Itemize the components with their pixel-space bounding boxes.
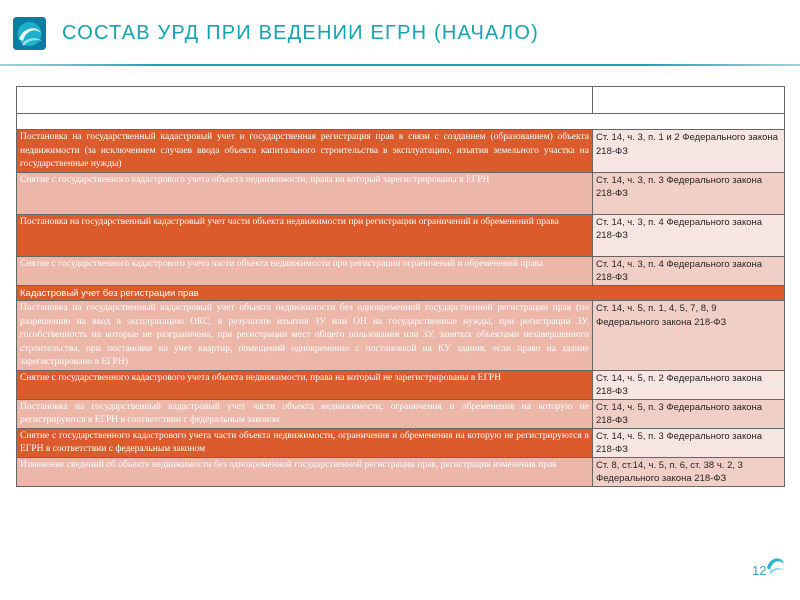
table-row [17,172,785,214]
act-cell: Снятие с государственного кадастрового учета части объекта недвижимости, ограничения и обременения на которую не регистрируются в ЕГРН в соответствии с федеральным законом [17,428,593,457]
table-row [17,457,785,486]
header-cell-law [593,87,785,114]
table-row [17,214,785,256]
law-cell: Ст. 14, ч. 3, п. 4 Федерального закона 218-ФЗ [593,256,785,285]
law-cell: Ст. 14, ч. 5, п. 1, 4, 5, 7, 8, 9 Федерального закона 218-ФЗ [593,301,785,371]
table-row [17,428,785,457]
swirl-logo-icon [13,17,46,50]
act-cell: Постановка на государственный кадастровый учет и государственная регистрация прав в связи с созданием (образованием) объекта недвижимости (за исключением случаев ввода объекта капитального строительства в эксплуатацию, изъятия земельного участка на государственные нужды) [17,130,593,173]
act-cell: Снятие с государственного кадастрового учета объекта недвижимости, права на который не зарегистрированы в ЕГРН [17,370,593,399]
table-row [17,256,785,285]
law-cell: Ст. 14, ч. 3, п. 4 Федерального закона 218-ФЗ [593,214,785,256]
page-number: 12 [752,563,767,578]
law-cell: Ст. 14, ч. 5, п. 3 Федерального закона 218-ФЗ [593,399,785,428]
table-header-row [17,87,785,114]
table-row [17,399,785,428]
act-cell: Постановка на государственный кадастровый учет части объекта недвижимости, ограничения и обременения на которую не регистрируются в ЕГРН в соответствии с федеральным законом [17,399,593,428]
act-cell: Снятие с государственного кадастрового учета объекта недвижимости, права на который зарегистрированы в ЕГРН [17,172,593,214]
act-cell: Изменение сведений об объекте недвижимости без одновременной государственной регистрации прав, регистрация изменения прав [17,457,593,486]
title-divider [0,64,800,66]
law-cell: Ст. 8, ст.14, ч. 5, п. 6, ст. 38 ч. 2, 3 Федерального закона 218-ФЗ [593,457,785,486]
spacer-cell [17,114,785,130]
act-cell: Снятие с государственного кадастрового учета части объекта недвижимости при регистрации ограничений и обременений права [17,256,593,285]
page-title: СОСТАВ УРД ПРИ ВЕДЕНИИ ЕГРН (НАЧАЛО) [62,22,539,44]
table-row [17,130,785,173]
act-cell: Постановка на государственный кадастровый учет объекта недвижимости без одновременной государственной регистрации прав (по разрешению на ввод в эксплуатацию ОКС, в результате изъятия ЗУ или ОН на государственные нужды, при регистрации ЗУ, гособственность на которые не разграничена, при регистрации мест общего пользования или ЗУ, занятых объектами незавершенного строительства, при постановке на учет квартир, помещений одновременно с постановкой на КУ здания, если право на здание зарегистрировано в ЕГРН) [17,301,593,371]
law-cell: Ст. 14, ч. 5, п. 3 Федерального закона 218-ФЗ [593,428,785,457]
law-cell: Ст. 14, ч. 3, п. 1 и 2 Федерального закона 218-ФЗ [593,130,785,173]
law-cell: Ст. 14, ч. 3, п. 3 Федерального закона 218-ФЗ [593,172,785,214]
table-row [17,370,785,399]
header-cell-act [17,87,593,114]
table-spacer-row [17,114,785,130]
section-label: Кадастровый учет без регистрации прав [17,285,785,301]
act-cell: Постановка на государственный кадастровый учет части объекта недвижимости при регистрации ограничений и обременений права [17,214,593,256]
swirl-page-icon [763,552,787,576]
law-cell: Ст. 14, ч. 5, п. 2 Федерального закона 218-ФЗ [593,370,785,399]
section-row [17,285,785,301]
urd-table [16,86,785,487]
table-row [17,301,785,371]
